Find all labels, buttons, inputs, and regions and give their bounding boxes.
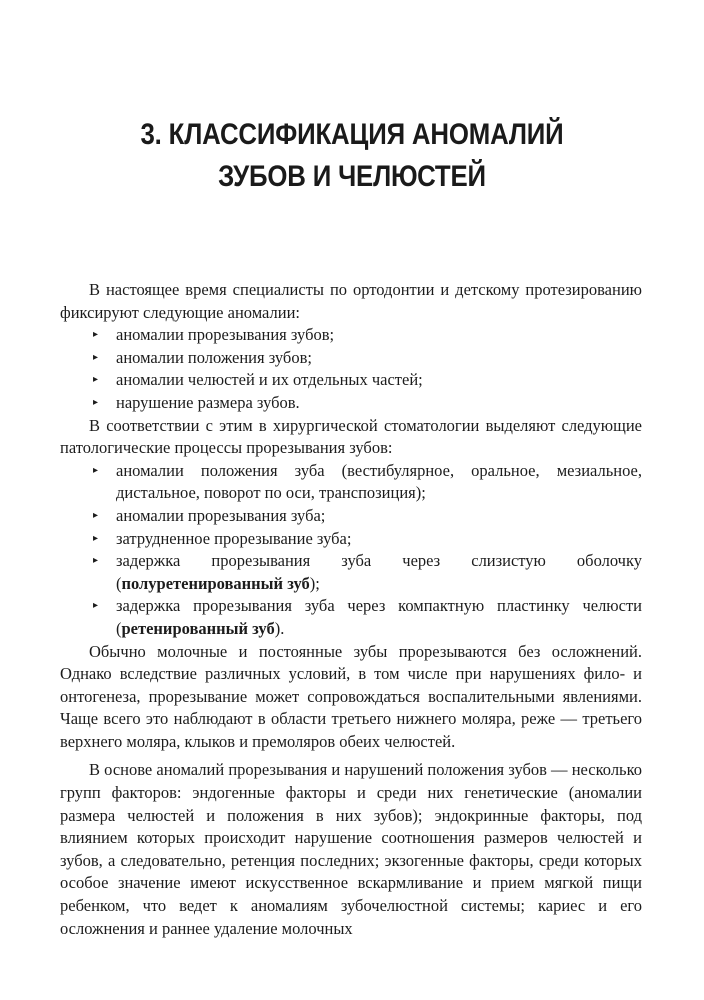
intro-paragraph xyxy=(60,279,642,324)
list-item: ▸ аномалии положения зуба (вестибулярное, оральное, мезиальное, дистальное, поворот по оси, транспозиция); xyxy=(93,460,642,503)
intro-text: В настоящее время специалисты по ортодонтии и детскому протезированию фиксируют следующие аномалии: xyxy=(60,280,642,322)
factors-text: В основе аномалий прорезывания и нарушений положения зубов — несколько групп факторов: эндогенные факторы и среди них генетические (аномалии размера челюстей и положения в них зубов); эндокринные факторы, под влиянием которых происходит нарушение соотношения размеров челюстей и зубов, а следовательно, ретенция последних; экзогенные факторы, среди которых особое значение имеют искусственное вскармливание и прием мягкой пищи ребенком, что ведет к аномалиям зубочелюстной системы; кариес и его осложнения и раннее удаление молочных xyxy=(60,760,642,938)
chapter-title xyxy=(101,114,603,198)
list-item: ▸ затрудненное прорезывание зуба; xyxy=(89,528,642,551)
bullet-arrow-icon: ▸ xyxy=(93,351,99,363)
bullet-arrow-icon: ▸ xyxy=(93,329,99,341)
bullet-arrow-icon: ▸ xyxy=(93,600,99,612)
bullet-arrow-icon: ▸ xyxy=(93,509,99,521)
bullet-arrow-icon: ▸ xyxy=(93,532,99,544)
list-item: ▸ аномалии прорезывания зуба; xyxy=(89,505,642,528)
bullet-arrow-icon: ▸ xyxy=(93,555,99,567)
anomalies-list xyxy=(89,324,642,414)
surgical-paragraph xyxy=(60,415,642,460)
list-item: ▸ задержка прорезывания зуба через слизистую оболочку (полуретенированный зуб); xyxy=(93,551,642,593)
eruption-processes-list xyxy=(89,460,642,641)
list-item: ▸ аномалии челюстей и их отдельных частей; xyxy=(89,369,642,392)
bullet-arrow-icon: ▸ xyxy=(93,464,99,476)
factors-paragraph xyxy=(60,759,642,940)
chapter-title-line-1: 3. КЛАССИФИКАЦИЯ АНОМАЛИЙ xyxy=(140,118,564,152)
term-semi-retained-tooth: полуретенированный зуб xyxy=(121,573,310,593)
eruption-text: Обычно молочные и постоянные зубы прорезываются без осложнений. Однако вследствие различных условий, в том числе при нарушениях фило- и онтогенеза, прорезывание может сопровождаться воспалительными явлениями. Чаще всего это наблюдают в области третьего нижнего моляра, реже — третьего верхнего моляра, клыков и премоляров обеих челюстей. xyxy=(60,641,642,751)
list-item: ▸ аномалии положения зубов; xyxy=(89,347,642,370)
list-item: ▸ задержка прорезывания зуба через компактную пластинку челюсти (ретенированный зуб). xyxy=(93,596,642,638)
eruption-paragraph xyxy=(60,641,642,754)
surgical-text: В соответствии с этим в хирургической стоматологии выделяют следующие патологические процессы прорезывания зубов: xyxy=(60,415,642,458)
bullet-arrow-icon: ▸ xyxy=(93,374,99,386)
body-text xyxy=(60,279,642,940)
list-item: ▸ аномалии прорезывания зубов; xyxy=(89,324,642,347)
chapter-title-line-2: ЗУБОВ И ЧЕЛЮСТЕЙ xyxy=(218,160,486,194)
bullet-arrow-icon: ▸ xyxy=(93,396,99,408)
list-item: ▸ нарушение размера зубов. xyxy=(89,392,642,415)
term-retained-tooth: ретенированный зуб xyxy=(121,618,275,638)
